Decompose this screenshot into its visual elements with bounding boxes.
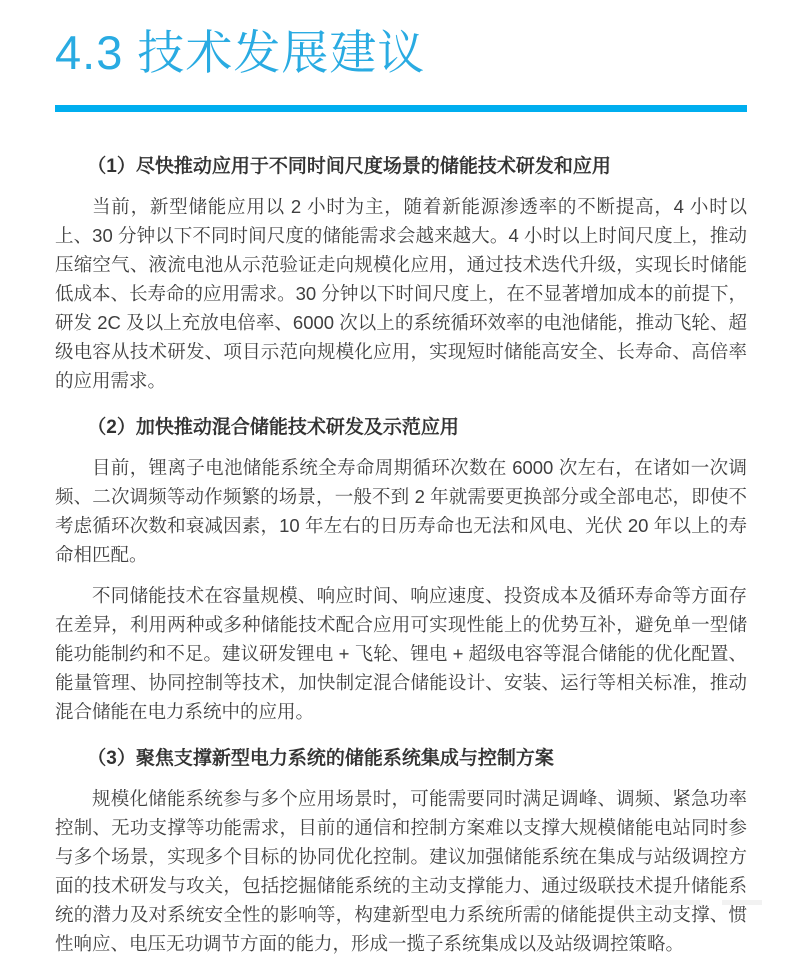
paragraph: 规模化储能系统参与多个应用场景时，可能需要同时满足调峰、调频、紧急功率控制、无功支撑等功能需求，目前的通信和控制方案难以支撑大规模储能电站同时参与多个场景，实现多个目标的协同优化控制。建议加强储能系统在集成与站级调控方面的技术研发与攻关，包括挖掘储能系统的主动支撑能力、通过级联技术提升储能系统的潜力及对系统安全性的影响等，构建新型电力系统所需的储能提供主动支撑、惯性响应、电压无功调节方面的能力，形成一揽子系统集成以及站级调控策略。 xyxy=(55,787,747,954)
paragraph: 当前，新型储能应用以 2 小时为主，随着新能源渗透率的不断提高，4 小时以上、30 分钟以下不同时间尺度的储能需求会越来越大。4 小时以上时间尺度上，推动压缩空气、液流电池从示范验证走向规模化应用，通过技术迭代升级，实现长时储能低成本、长寿命的应用需求。30 分钟以下时间尺度上，在不显著增加成本的前提下，研发 2C 及以上充放电倍率、6000 次以上的系统循环效率的电池储能，推动飞轮、超级电容从技术研发、项目示范向规模化应用，实现短时储能高安全、长寿命、高倍率的应用需求。 xyxy=(55,195,747,391)
subsection-heading-2: （2）加快推动混合储能技术研发及示范应用 xyxy=(87,416,459,438)
paragraph: 目前，锂离子电池储能系统全寿命周期循环次数在 6000 次左右，在诸如一次调频、二次调频等动作频繁的场景，一般不到 2 年就需要更换部分或全部电芯，即使不考虑循环次数和衰减因素，10 年左右的日历寿命也无法和风电、光伏 20 年以上的寿命相匹配。 xyxy=(55,456,747,565)
watermark-mark xyxy=(534,900,592,905)
subsection-heading-3: （3）聚焦支撑新型电力系统的储能系统集成与控制方案 xyxy=(87,747,554,769)
subsection-heading-1: （1）尽快推动应用于不同时间尺度场景的储能技术研发和应用 xyxy=(87,155,611,177)
title-underline xyxy=(55,105,747,112)
watermark-mark xyxy=(614,900,700,905)
watermark xyxy=(486,900,762,907)
page-title: 4.3 技术发展建议 xyxy=(55,26,426,79)
paragraph: 不同储能技术在容量规模、响应时间、响应速度、投资成本及循环寿命等方面存在差异，利用两种或多种储能技术配合应用可实现性能上的优势互补，避免单一型储能功能制约和不足。建议研发锂电 + 飞轮、锂电 + 超级电容等混合储能的优化配置、能量管理、协同控制等技术，加快制定混合储能设计、安装、运行等相关标准，推动混合储能在电力系统中的应用。 xyxy=(55,584,747,722)
watermark-mark xyxy=(486,900,512,905)
watermark-mark xyxy=(722,900,762,905)
document-body xyxy=(55,154,747,958)
